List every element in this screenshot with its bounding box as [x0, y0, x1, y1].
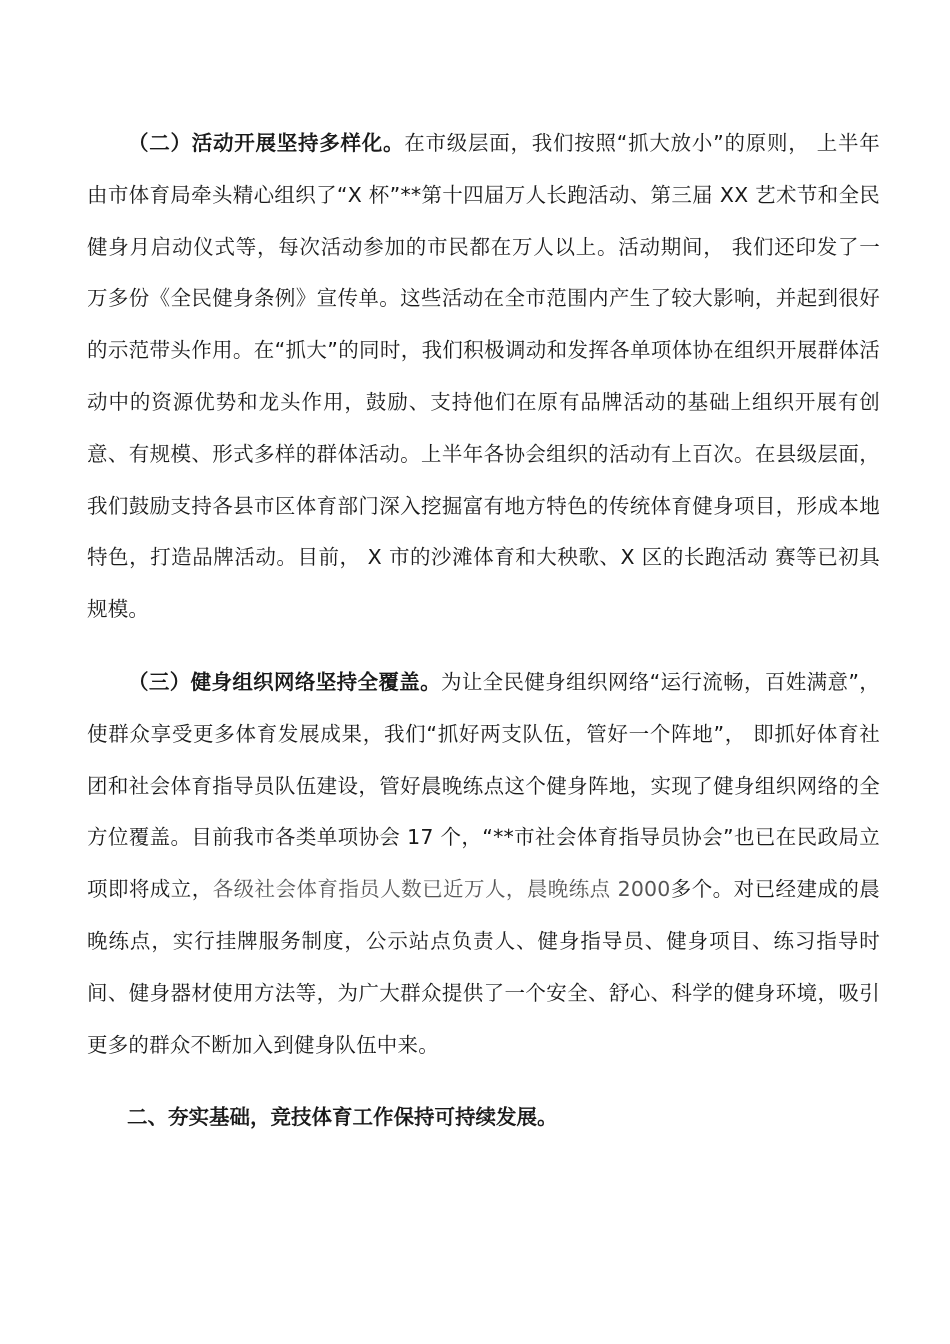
paragraph-body-network-1: 为让全民健身组织网络“运行流畅，百姓满意”，使群众享受更多体育发展成果，我们“抓好两支队伍，管好一个阵地”， 即抓好体育社团和社会体育指导员队伍建设，管好晨晚练点这个健身阵地，实现了健身组织网络的全方位覆盖。目前我市各类单项协会 17 个，“**市社会体育指导员协会”也已在民政局立项即将成立，: [87, 669, 881, 902]
paragraph-activities: [87, 118, 880, 636]
paragraph-body-network-3: 多个。对已经建成的晨晚练点，实行挂牌服务制度，公示站点负责人、健身指导员、健身项目、练习指导时间、健身器材使用方法等，为广大群众提供了一个安全、舒心、科学的健身环境，吸引更多的群众不断加入到健身队伍中来。: [87, 877, 880, 1057]
paragraph-body-activities: 在市级层面，我们按照“抓大放小”的原则， 上半年由市体育局牵头精心组织了“X 杯”**第十四届万人长跑活动、第三届 XX 艺术节和全民健身月启动仪式等，每次活动参加的市民都在万人以上。活动期间， 我们还印发了一万多份《全民健身条例》宣传单。这些活动在全市范围内产生了较大影响，并起到很好的示范带头作用。在“抓大”的同时，我们积极调动和发挥各单项体协在组织开展群体活动中的资源优势和龙头作用，鼓励、支持他们在原有品牌活动的基础上组织开展有创意、有规模、形式多样的群体活动。上半年各协会组织的活动有上百次。在县级层面，我们鼓励支持各县市区体育部门深入挖掘富有地方特色的传统体育健身项目，形成本地特色，打造品牌活动。目前， X 市的沙滩体育和大秧歌、X 区的长跑活动 赛等已初具规模。: [87, 131, 880, 622]
paragraph-network: [87, 657, 880, 1071]
paragraph-body-network-2: 各级社会体育指员人数已近万人，晨晚练点 2000: [212, 877, 671, 902]
paragraph-heading-network: （三）健身组织网络坚持全覆盖。: [128, 669, 441, 694]
paragraph-heading-activities: （二）活动开展坚持多样化。: [128, 131, 405, 155]
section-heading-competitive-sports: 二、夯实基础，竞技体育工作保持可持续发展。: [126, 1105, 558, 1130]
